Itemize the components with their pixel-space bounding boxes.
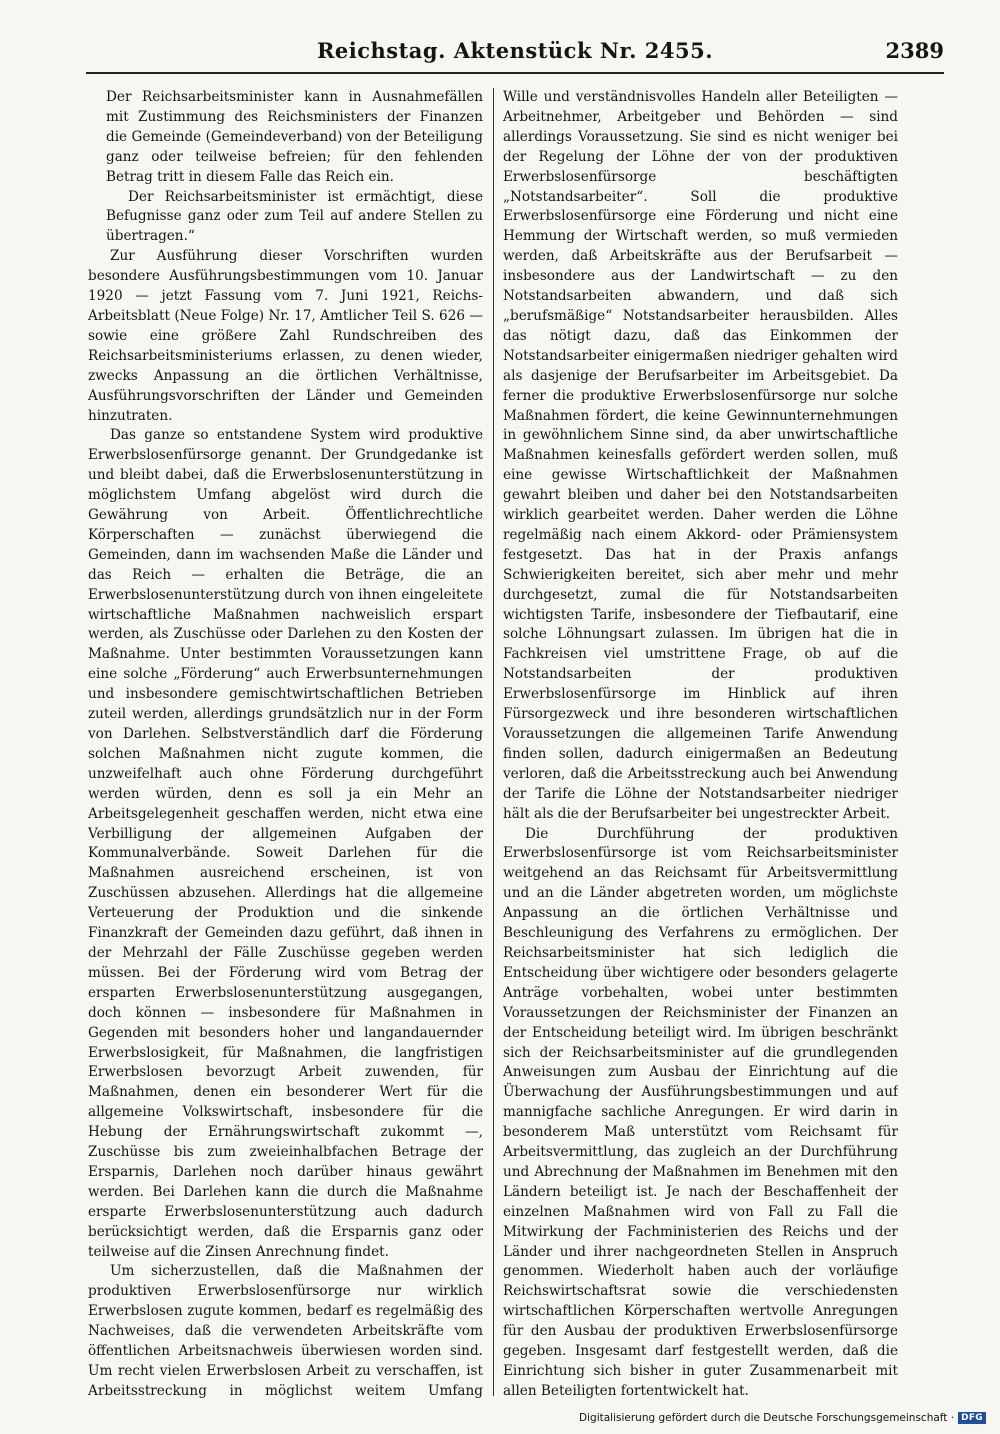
paragraph: Das ganze so entstandene System wird produktive Erwerbslosenfürsorge genannt. Der Grundgedanke ist und bleibt dabei, daß die Erwerbslosenunterstützung in möglichstem Umfang abgelöst wird durch die Gewährung von Arbeit. Öffentlichrechtliche Körperschaften — zunächst überwiegend die Gemeinden, dann im wachsenden Maße die Länder und das Reich — erhalten die Beträge, die an Erwerbslosenunterstützung durch von ihnen eingeleitete wirtschaftliche Maßnahmen nachweislich erspart werden, als Zuschüsse oder Darlehen zu den Kosten der Maßnahme. Unter bestimmten Voraussetzungen kann eine solche „Förderung“ auch Erwerbsunternehmungen und insbesondere gemischtwirtschaftlichen Betrieben zuteil werden, allerdings grundsätzlich nur in der Form von Darlehen. Selbstverständlich darf die Förderung solchen Maßnahmen nicht zugute kommen, die unzweifelhaft auch ohne Förderung durchgeführt werden würden, denn es soll ja ein Mehr an Arbeitsgelegenheit geschaffen werden, nicht etwa eine Verbilligung der allgemeinen Aufgaben der Kommunalverbände. Soweit Darlehen für die Maßnahmen ausreichend erscheinen, ist von Zuschüssen abzusehen. Allerdings hat die allgemeine Verteuerung der Produktion und die sinkende Finanzkraft der Gemeinden dazu geführt, daß ihnen in der Mehrzahl der Fälle Zuschüsse gegeben werden müssen. Bei der Förderung wird vom Betrag der ersparten Erwerbslosenunterstützung ausgegangen, doch können — insbesondere für Maßnahmen in Gegenden mit besonders hoher und langandauernder Erwerbslosigkeit, für Maßnahmen, die langfristigen Erwerbslosen bevorzugt Arbeit zuwenden, für Maßnahmen, denen ein besonderer Wert für die allgemeine Volkswirtschaft, insbesondere für die Hebung der Ernährungswirtschaft zukommt —, Zuschüsse bis zum zweieinhalbfachen Betrage der Ersparnis, Darlehen noch darüber hinaus gewährt werden. Bei Darlehen kann die durch die Maßnahme ersparte Erwerbslosenunterstützung auch dadurch berücksichtigt werden, daß die Ersparnis ganz oder teilweise auf die Zinsen Anrechnung findet.: [88, 427, 483, 1260]
credit-text: Digitalisierung gefördert durch die Deutsche Forschungsgemeinschaft ·: [579, 1412, 955, 1424]
dfg-logo: DFG: [958, 1412, 986, 1424]
right-column: [503, 88, 898, 1398]
page-title: Reichstag. Aktenstück Nr. 2455.: [316, 38, 714, 63]
paragraph: Zur Ausführung dieser Vorschriften wurden besondere Ausführungsbestimmungen vom 10. Januar 1920 — jetzt Fassung vom 7. Juni 1921, Reichs-Arbeitsblatt (Neue Folge) Nr. 17, Amtlicher Teil S. 626 — sowie eine größere Zahl Rundschreiben des Reichsarbeitsministeriums erlassen, zu denen wieder, zwecks Anpassung an die örtlichen Verhältnisse, Ausführungsvorschriften der Länder und Gemeinden hinzutraten.: [88, 248, 483, 424]
page-header: [86, 38, 944, 68]
column-divider: [493, 88, 494, 1396]
paragraph: Um sicherzustellen, daß die Maßnahmen der produktiven Erwerbslosenfürsorge nur wirklich Erwerbslosen zugute kommen, bedarf es regelmäßig des Nachweises, daß die verwendeten Arbeitskräfte vom öffentlichen Arbeitsnachweis überwiesen worden sind. Um recht vielen Erwerbslosen Arbeit zu verschaffen, ist Arbeitsstreckung in möglichst weitem Umfang: [88, 1263, 483, 1398]
digitization-credit: [579, 1412, 986, 1424]
header-rule: [86, 72, 944, 74]
paragraph: Die Durchführung der produktiven Erwerbslosenfürsorge ist vom Reichsarbeitsminister weitgehend an das Reichsamt für Arbeitsvermittlung und an die Länder abgetreten worden, um möglichste Anpassung an die örtlichen Verhältnisse und Beschleunigung des Verfahrens zu ermöglichen. Der Reichsarbeitsminister hat sich lediglich die Entscheidung über wichtigere oder besonders gelagerte Anträge vorbehalten, wobei unter bestimmten Voraussetzungen der Reichsminister der Finanzen an der Entscheidung beteiligt wird. Im übrigen beschränkt sich der Reichsarbeitsminister auf die grundlegenden Anweisungen zum Ausbau der Einrichtung auf die Überwachung der Ausführungsbestimmungen und auf mannigfache sachliche Anregungen. Er wird darin in besonderem Maß unterstützt vom Reichsamt für Arbeitsvermittlung, das zugleich an der Durchführung und Abrechnung der Maßnahmen im Benehmen mit den Ländern beteiligt ist. Je nach der Beschaffenheit der einzelnen Maßnahmen wird von Fall zu Fall die Mitwirkung der Fachministerien des Reichs und der Länder und ihrer nachgeordneten Stellen in Anspruch genommen. Wiederholt haben auch der vorläufige Reichswirtschaftsrat sowie die verschiedensten wirtschaftlichen Körperschaften wertvolle Anregungen für den Ausbau der produktiven Erwerbslosenfürsorge gegeben. Insgesamt darf festgestellt werden, daß die Einrichtung sich bisher in guter Zusammenarbeit mit allen Beteiligten fortentwickelt hat.: [503, 825, 898, 1398]
paragraph: Der Reichsarbeitsminister kann in Ausnahmefällen mit Zustimmung des Reichsministers der Finanzen die Gemeinde (Gemeindeverband) von der Beteiligung ganz oder teilweise befreien; für den fehlenden Betrag tritt in diesem Falle das Reich ein.: [106, 89, 483, 185]
paragraph: Wille und verständnisvolles Handeln aller Beteiligten — Arbeitnehmer, Arbeitgeber und Behörden — sind allerdings Voraussetzung. Sie sind es nicht weniger bei der Regelung der Löhne der von der produktiven Erwerbslosenfürsorge beschäftigten „Notstandsarbeiter“. Soll die produktive Erwerbslosenfürsorge eine Förderung und nicht eine Hemmung der Wirtschaft werden, so muß vermieden werden, daß Arbeitskräfte aus der Berufsarbeit — insbesondere aus der Landwirtschaft — zu den Notstandsarbeiten abwandern, und daß sich „berufsmäßige“ Notstandsarbeiter herausbilden. Alles das nötigt dazu, daß das Einkommen der Notstandsarbeiter einigermaßen niedriger gehalten wird als dasjenige der Berufsarbeiter im Arbeitsgebiet. Da ferner die produktive Erwerbslosenfürsorge nur solche Maßnahmen fördert, die keine Gewinnunternehmungen in gewöhnlichem Sinne sind, da aber unwirtschaftliche Maßnahmen keinesfalls gefördert werden sollen, muß eine gewisse Wirtschaftlichkeit der Maßnahmen gewahrt bleiben und daher bei den Notstandsarbeiten wirklich gearbeitet werden. Daher werden die Löhne regelmäßig nach einem Akkord- oder Prämiensystem festgesetzt. Das hat in der Praxis anfangs Schwierigkeiten bereitet, sich aber mehr und mehr durchgesetzt, zumal die für Notstandsarbeiten wichtigsten Tarife, insbesondere der Tiefbautarif, eine solche Löhnungsart zulassen. Im übrigen hat die in Fachkreisen viel umstrittene Frage, ob auf die Notstandsarbeiten der produktiven Erwerbslosenfürsorge im Hinblick auf ihren Fürsorgezweck und ihre besonderen wirtschaftlichen Voraussetzungen die allgemeinen Tarife Anwendung finden sollen, dadurch einigermaßen an Bedeutung verloren, daß die Arbeitsstreckung auch bei Anwendung der Tarife die Löhne der Notstandsarbeiter niedriger hält als die der Berufsarbeiter bei ungestreckter Arbeit.: [503, 89, 898, 822]
page-number: 2389: [885, 38, 944, 63]
paragraph: Der Reichsarbeitsminister ist ermächtigt, diese Befugnisse ganz oder zum Teil auf andere Stellen zu übertragen.“: [106, 188, 483, 245]
left-column: [88, 88, 483, 1398]
